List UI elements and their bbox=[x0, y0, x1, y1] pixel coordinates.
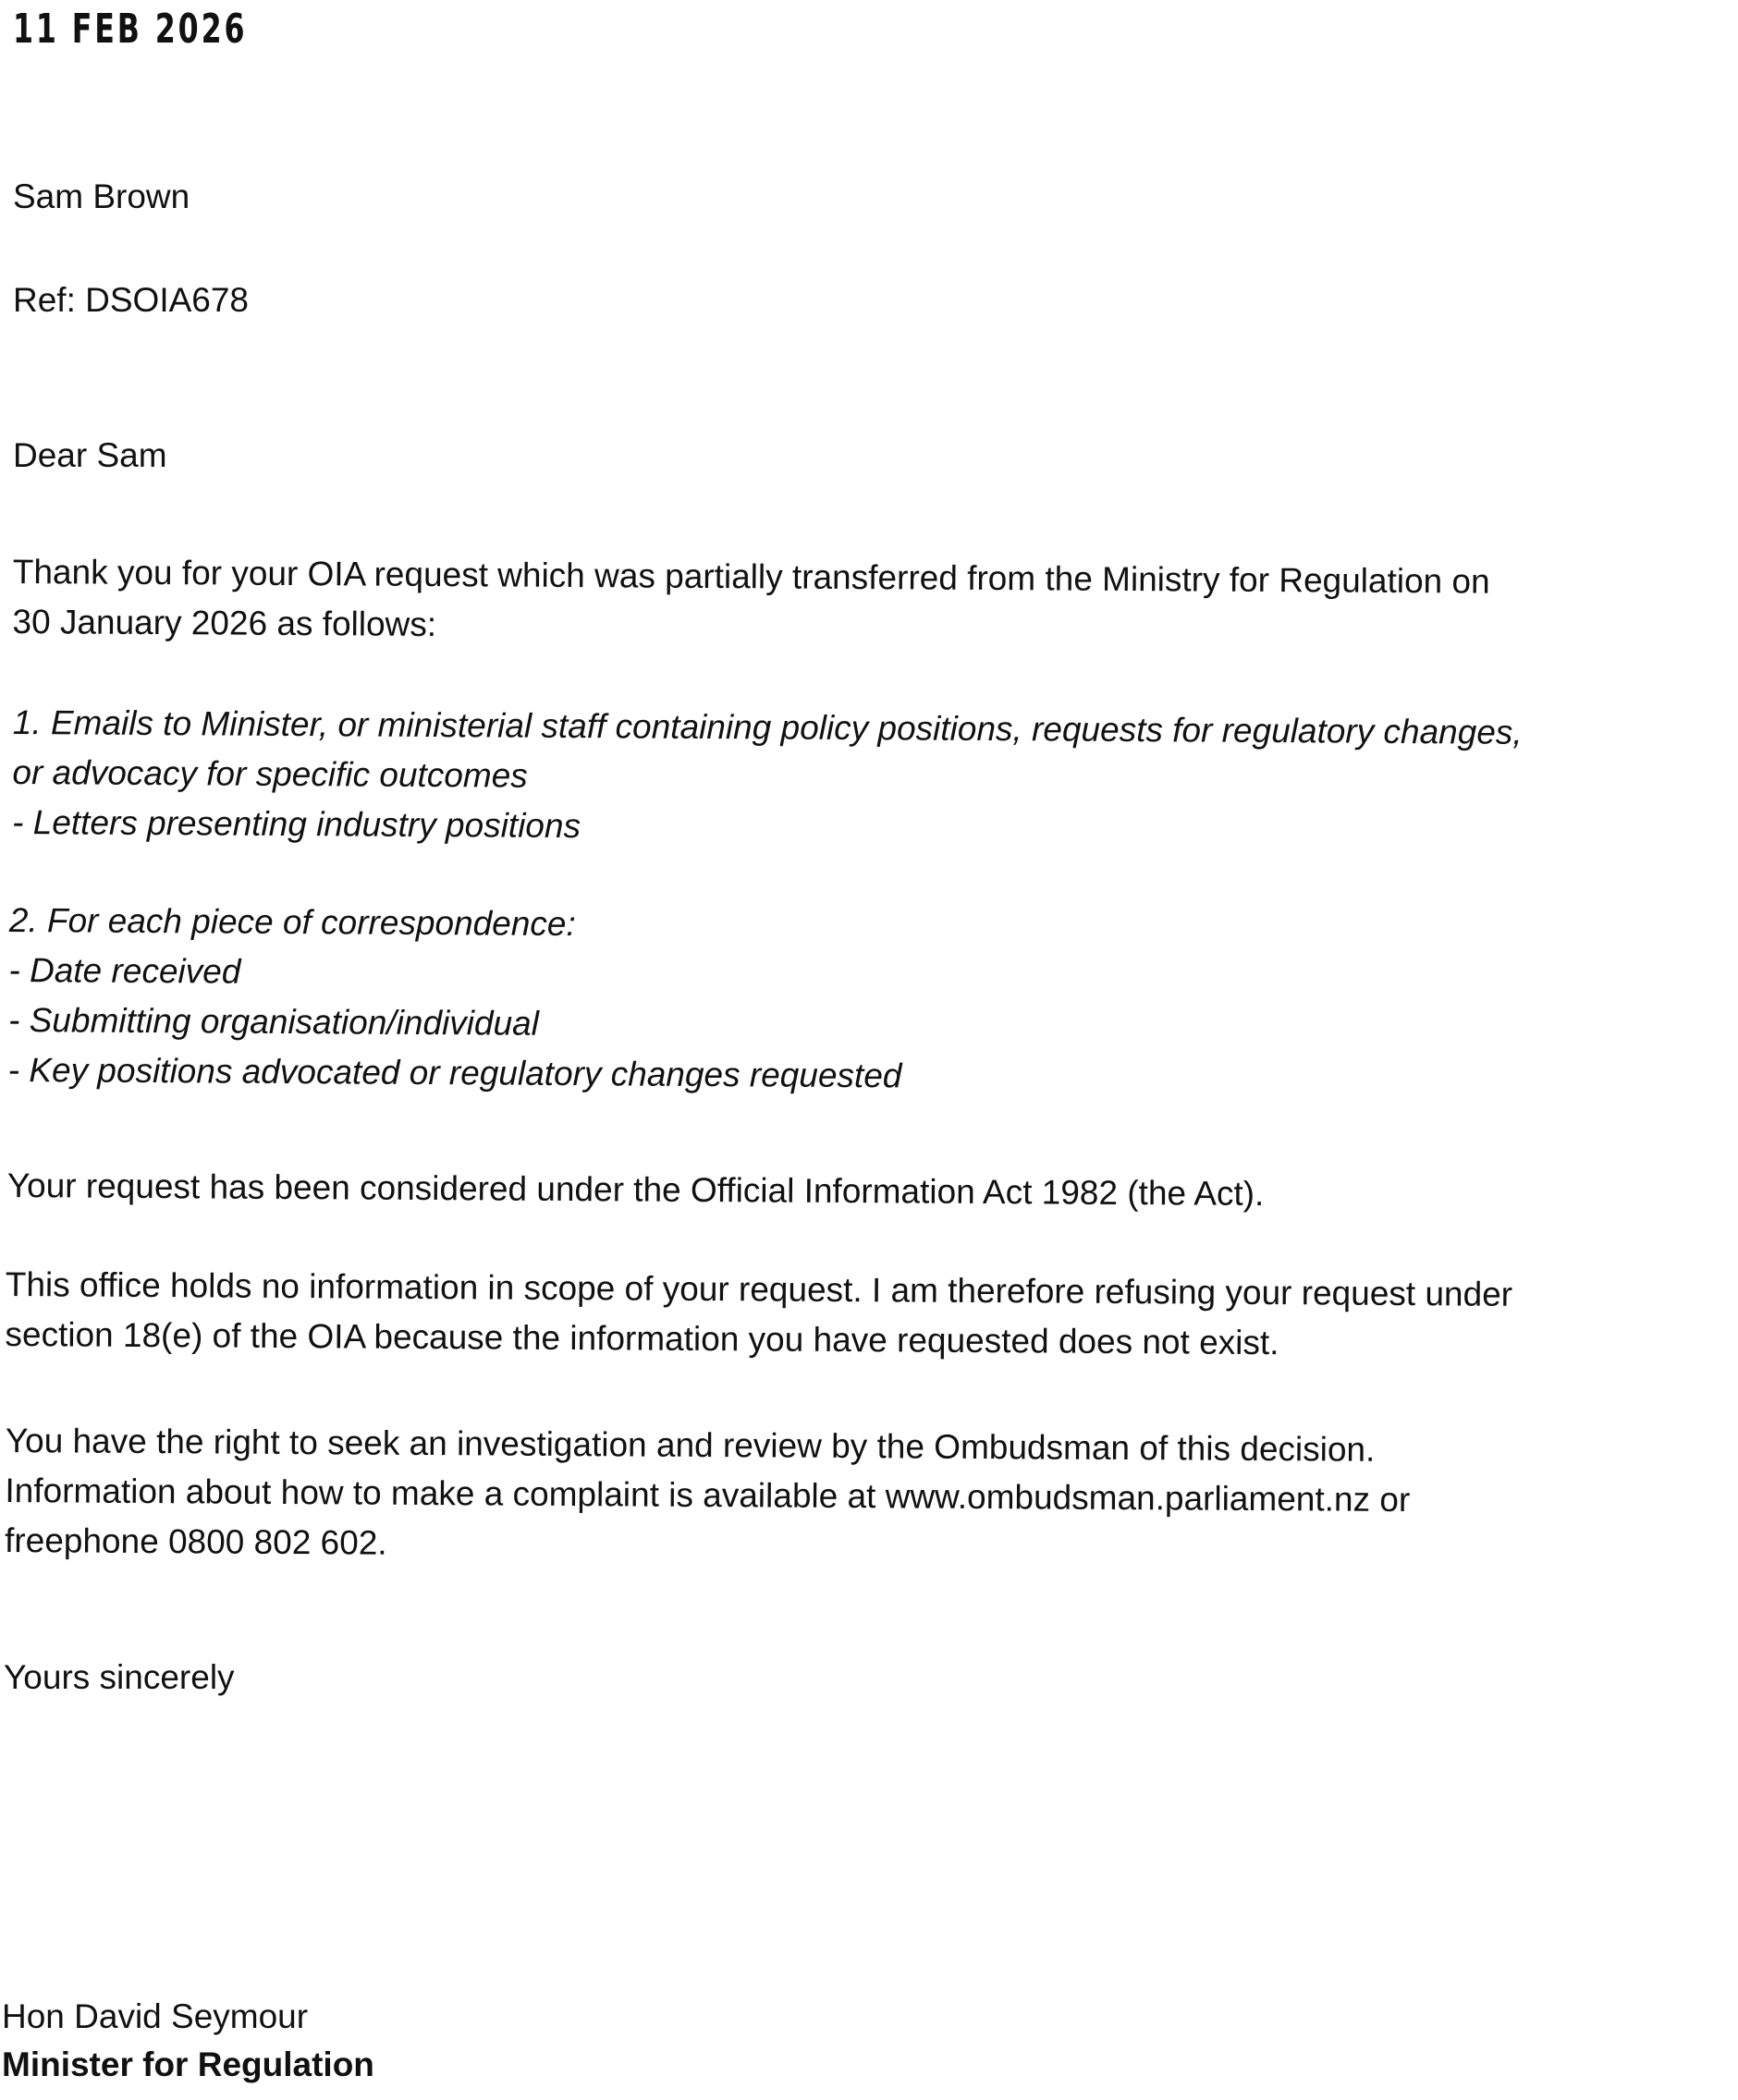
request-item-1 bbox=[12, 698, 1732, 859]
signatory-title: Minister for Regulation bbox=[2, 2045, 374, 2083]
request-line: 2. For each piece of correspondence: bbox=[8, 900, 576, 944]
request-line: - Date received bbox=[8, 950, 241, 991]
rights-line: freephone 0800 802 602. bbox=[4, 1520, 387, 1562]
sign-off: Yours sincerely bbox=[4, 1658, 235, 1696]
request-line: 1. Emails to Minister, or ministerial staff containing policy positions, requests for regulatory changes, bbox=[12, 702, 1523, 751]
salutation: Dear Sam bbox=[13, 436, 167, 474]
request-line: - Submitting organisation/individual bbox=[7, 1000, 540, 1043]
request-line: - Letters presenting industry positions bbox=[11, 802, 581, 846]
signature-block bbox=[2, 1993, 374, 2089]
rights-line: Information about how to make a complaint is available at www.ombudsman.parliament.nz or bbox=[5, 1471, 1411, 1520]
intro-line: Thank you for your OIA request which was partially transferred from the Ministry for Regulation on bbox=[12, 552, 1490, 601]
recipient-name: Sam Brown bbox=[13, 177, 190, 215]
rights-line: You have the right to seek an investigation and review by the Ombudsman of this decision. bbox=[5, 1421, 1376, 1469]
decision-line: section 18(e) of the OIA because the information you have requested does not exist. bbox=[5, 1314, 1279, 1362]
received-date-stamp: 11 FEB 2026 bbox=[13, 6, 248, 53]
considered-paragraph: Your request has been considered under the Official Information Act 1982 (the Act). bbox=[6, 1166, 1265, 1214]
decision-line: This office holds no information in scope of your request. I am therefore refusing your request under bbox=[5, 1264, 1513, 1313]
request-line: or advocacy for specific outcomes bbox=[12, 752, 528, 795]
request-line: - Key positions advocated or regulatory changes requested bbox=[7, 1050, 902, 1095]
decision-paragraph bbox=[5, 1260, 1725, 1371]
request-item-2 bbox=[8, 896, 1729, 1106]
intro-line: 30 January 2026 as follows: bbox=[12, 602, 437, 644]
signatory-name: Hon David Seymour bbox=[2, 1997, 309, 2035]
intro-paragraph bbox=[12, 547, 1732, 658]
reference-number: Ref: DSOIA678 bbox=[13, 281, 250, 319]
rights-paragraph bbox=[5, 1416, 1725, 1577]
